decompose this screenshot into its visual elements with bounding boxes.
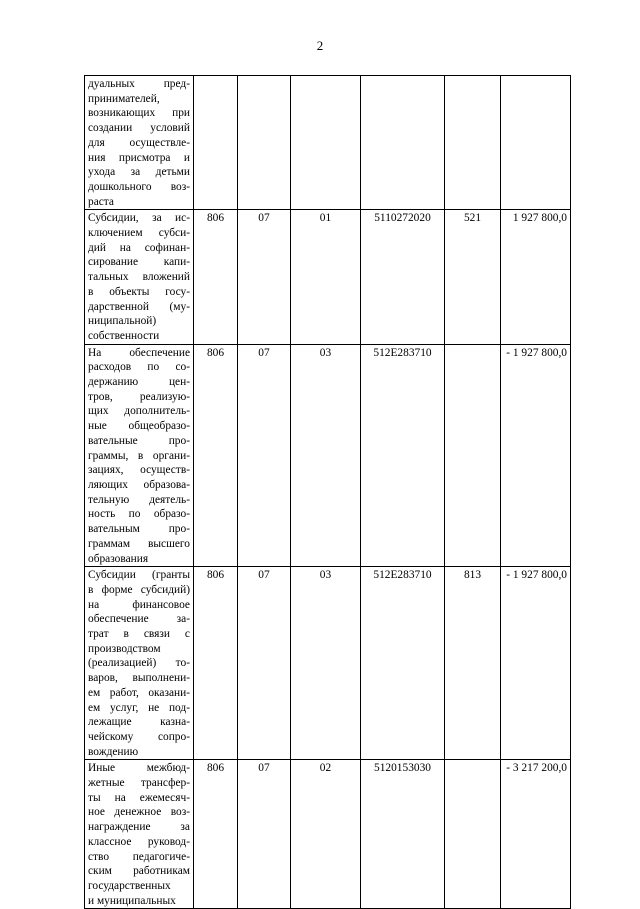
description-line: тельную деятель- bbox=[88, 493, 190, 506]
description-line: ухода за детьми bbox=[88, 166, 190, 179]
description-line: образования bbox=[88, 552, 149, 565]
description-line: дий на софинан- bbox=[88, 241, 190, 254]
amount-cell: 1 927 800,0 bbox=[501, 210, 571, 344]
description-line: дошкольного воз- bbox=[88, 180, 190, 193]
description-line: дарственной (му- bbox=[88, 300, 190, 313]
table-row bbox=[85, 567, 571, 760]
ministry-code-cell: 806 bbox=[194, 760, 238, 909]
amount-cell: - 3 217 200,0 bbox=[501, 760, 571, 909]
description-line: в объекты госу- bbox=[88, 285, 190, 298]
expense-type-cell bbox=[445, 76, 501, 210]
description-line: ния присмотра и bbox=[88, 151, 190, 164]
description-line: граммам высшего bbox=[88, 537, 190, 550]
amount-cell: - 1 927 800,0 bbox=[501, 344, 571, 567]
ministry-code-cell bbox=[194, 76, 238, 210]
section-code-cell: 07 bbox=[238, 344, 291, 567]
description-line: производством bbox=[88, 642, 161, 655]
expense-type-cell: 813 bbox=[445, 567, 501, 760]
description-line: награждение за bbox=[88, 821, 190, 834]
description-line: Иные межбюд- bbox=[88, 762, 190, 775]
description-line: тров, реализую- bbox=[88, 390, 190, 403]
subsection-code-cell: 01 bbox=[291, 210, 361, 344]
description-line: на финансовое bbox=[88, 598, 190, 611]
target-article-cell: 5110272020 bbox=[361, 210, 445, 344]
description-line: создании условий bbox=[88, 122, 190, 135]
description-line: держанию цен- bbox=[88, 376, 190, 389]
description-line: зациях, осуществ- bbox=[88, 464, 190, 477]
table-body bbox=[85, 76, 571, 909]
description-line: варов, выполнени- bbox=[88, 672, 190, 685]
description-line: принимателей, bbox=[88, 92, 160, 105]
page-number: 2 bbox=[316, 38, 324, 53]
description-line: ность по образо- bbox=[88, 508, 190, 521]
description-line: ключением субси- bbox=[88, 227, 190, 240]
subsection-code-cell: 03 bbox=[291, 567, 361, 760]
expense-type-cell bbox=[445, 344, 501, 567]
description-line: для осуществле- bbox=[88, 136, 190, 149]
section-code-cell bbox=[238, 76, 291, 210]
description-line: сирование капи- bbox=[88, 256, 190, 269]
description-line: ниципальной) bbox=[88, 315, 157, 328]
table-row bbox=[85, 76, 571, 210]
ministry-code-cell: 806 bbox=[194, 567, 238, 760]
description-line: дуальных пред- bbox=[88, 78, 190, 90]
target-article-cell: 512E283710 bbox=[361, 567, 445, 760]
description-line: в форме субсидий) bbox=[88, 583, 190, 596]
table-row bbox=[85, 760, 571, 909]
amount-cell: - 1 927 800,0 bbox=[501, 567, 571, 760]
budget-table bbox=[84, 75, 571, 909]
description-line: классное руковод- bbox=[88, 835, 190, 848]
description-line: ским работникам bbox=[88, 865, 190, 878]
section-code-cell: 07 bbox=[238, 760, 291, 909]
target-article-cell: 5120153030 bbox=[361, 760, 445, 909]
table-row bbox=[85, 210, 571, 344]
subsection-code-cell: 02 bbox=[291, 760, 361, 909]
description-line: Субсидии, за ис- bbox=[88, 212, 190, 225]
subsection-code-cell bbox=[291, 76, 361, 210]
subsection-code-cell: 03 bbox=[291, 344, 361, 567]
description-line: ты на ежемесяч- bbox=[88, 791, 190, 804]
target-article-cell bbox=[361, 76, 445, 210]
amount-cell bbox=[501, 76, 571, 210]
description-line: трат в связи с bbox=[88, 628, 190, 641]
description-line: щих дополнитель- bbox=[88, 405, 190, 418]
description-cell bbox=[85, 344, 194, 567]
description-line: вательным про- bbox=[88, 523, 190, 536]
description-line: возникающих при bbox=[88, 107, 190, 120]
description-line: расходов по со- bbox=[88, 361, 190, 374]
description-line: лежащие казна- bbox=[88, 716, 190, 729]
description-line: (реализацией) то- bbox=[88, 657, 190, 670]
description-cell bbox=[85, 567, 194, 760]
description-line: и муниципальных bbox=[88, 894, 176, 907]
description-line: обеспечение за- bbox=[88, 613, 190, 626]
description-line: чейскому сопро- bbox=[88, 730, 190, 743]
description-line: государственных bbox=[88, 879, 171, 892]
description-line: жетные трансфер- bbox=[88, 777, 190, 790]
expense-type-cell: 521 bbox=[445, 210, 501, 344]
expense-type-cell bbox=[445, 760, 501, 909]
description-line: вождению bbox=[88, 745, 139, 758]
description-line: тальных вложений bbox=[88, 271, 190, 284]
target-article-cell: 512E283710 bbox=[361, 344, 445, 567]
description-line: вательные про- bbox=[88, 434, 190, 447]
description-line: На обеспечение bbox=[88, 346, 190, 359]
description-cell bbox=[85, 210, 194, 344]
description-line: Субсидии (гранты bbox=[88, 569, 190, 582]
description-line: ство педагогиче- bbox=[88, 850, 190, 863]
description-line: ные общеобразо- bbox=[88, 420, 190, 433]
description-cell bbox=[85, 76, 194, 210]
description-line: ем работ, оказани- bbox=[88, 686, 190, 699]
section-code-cell: 07 bbox=[238, 210, 291, 344]
description-line: ем услуг, не под- bbox=[88, 701, 190, 714]
description-line: ляющих образова- bbox=[88, 478, 190, 491]
description-cell bbox=[85, 760, 194, 909]
section-code-cell: 07 bbox=[238, 567, 291, 760]
description-line: раста bbox=[88, 195, 114, 208]
description-line: ное денежное воз- bbox=[88, 806, 190, 819]
ministry-code-cell: 806 bbox=[194, 210, 238, 344]
description-line: собственности bbox=[88, 329, 160, 342]
ministry-code-cell: 806 bbox=[194, 344, 238, 567]
description-line: граммы, в органи- bbox=[88, 449, 190, 462]
table-row bbox=[85, 344, 571, 567]
